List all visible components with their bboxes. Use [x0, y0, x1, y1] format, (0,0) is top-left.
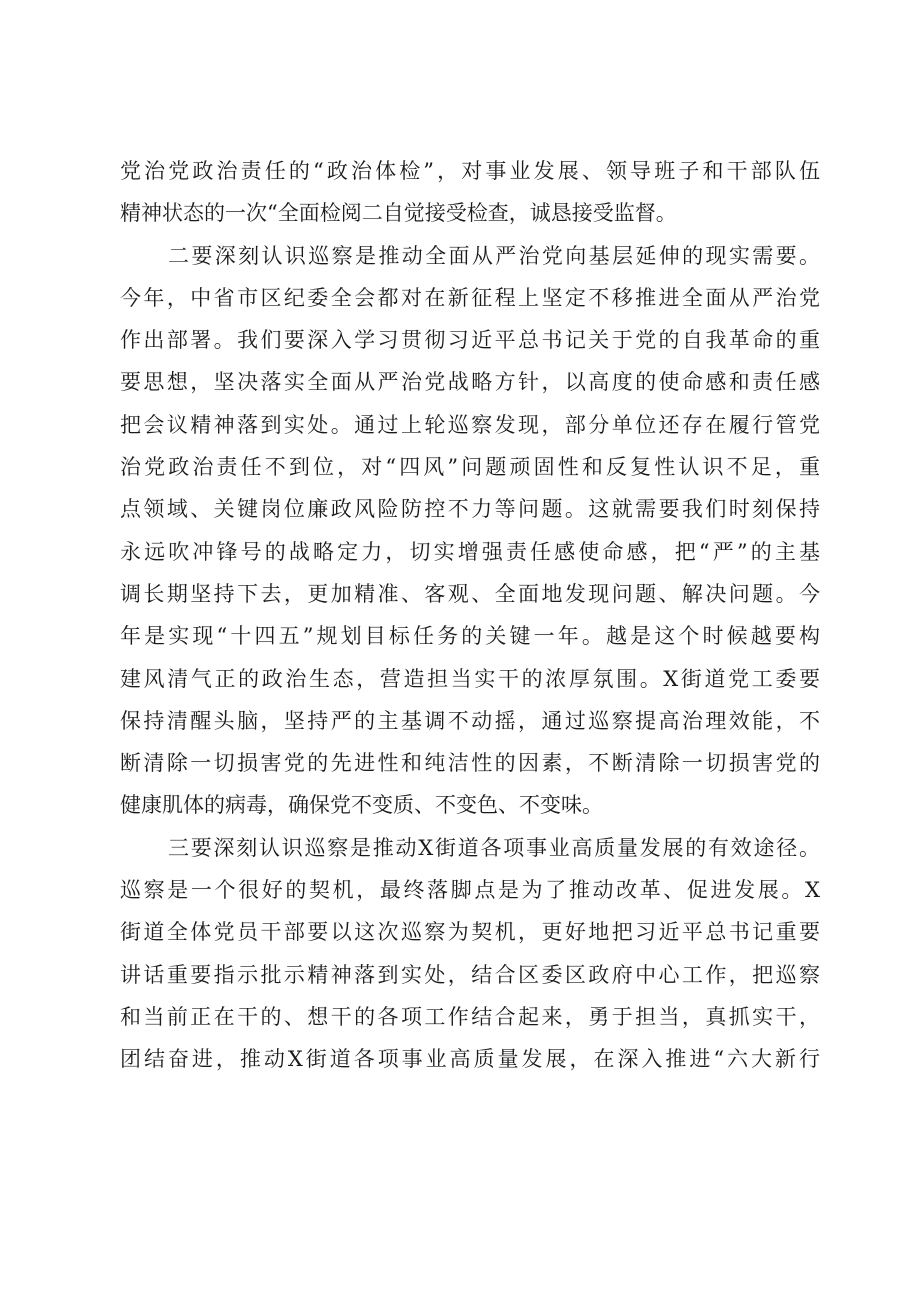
text-line: 保持清醒头脑，坚持严的主基调不动摇，通过巡察提高治理效能，不: [120, 708, 820, 733]
text-line: 健康肌体的病毒，确保党不变质、不变色、不变味。: [120, 793, 603, 818]
text-line: 把会议精神落到实处。通过上轮巡察发现，部分单位还存在履行管党: [120, 412, 820, 437]
text-line: 讲话重要指示批示精神落到实处，结合区委区政府中心工作，把巡察: [120, 962, 820, 987]
text-line: 永远吹冲锋号的战略定力，切实增强责任感使命感，把“严”的主基: [120, 539, 820, 564]
text-line: 调长期坚持下去，更加精准、客观、全面地发现问题、解决问题。今: [120, 581, 820, 606]
text-line: 作出部署。我们要深入学习贯彻习近平总书记关于党的自我革命的重: [120, 328, 820, 353]
text-line: 党治党政治责任的“政治体检”，对事业发展、领导班子和干部队伍: [120, 159, 820, 183]
document-body: [120, 150, 820, 1081]
text-line: 和当前正在干的、想干的各项工作结合起来，勇于担当，真抓实干，: [120, 1004, 820, 1029]
text-line: 要思想，坚决落实全面从严治党战略方针，以高度的使命感和责任感: [120, 370, 820, 395]
text-line: 今年，中省市区纪委全会都对在新征程上坚定不移推进全面从严治党: [120, 285, 820, 310]
text-line: 建风清气正的政治生态，营造担当实干的浓厚氛围。X街道党工委要: [120, 666, 820, 691]
text-line: 点领域、关键岗位廉政风险防控不力等问题。这就需要我们时刻保持: [120, 497, 820, 522]
paragraph-heading-line: 二要深刻认识巡察是推动全面从严治党向基层延伸的现实需要。: [168, 243, 820, 268]
paragraph-heading-line: 三要深刻认识巡察是推动X街道各项事业高质量发展的有效途径。: [168, 835, 820, 860]
text-line: 治党政治责任不到位，对“四风”问题顽固性和反复性认识不足，重: [120, 455, 820, 480]
text-line: 团结奋进，推动X街道各项事业高质量发展，在深入推进“六大新行: [120, 1047, 820, 1072]
text-line: 年是实现“十四五”规划目标任务的关键一年。越是这个时候越要构: [120, 624, 820, 649]
text-line: 精神状态的一次“全面检阅二自觉接受检查，诚恳接受监督。: [120, 201, 677, 226]
text-line: 巡察是一个很好的契机，最终落脚点是为了推动改革、促进发展。X: [120, 878, 820, 903]
text-line: 街道全体党员干部要以这次巡察为契机，更好地把习近平总书记重要: [120, 920, 820, 945]
text-line: 断清除一切损害党的先进性和纯洁性的因素，不断清除一切损害党的: [120, 751, 820, 776]
